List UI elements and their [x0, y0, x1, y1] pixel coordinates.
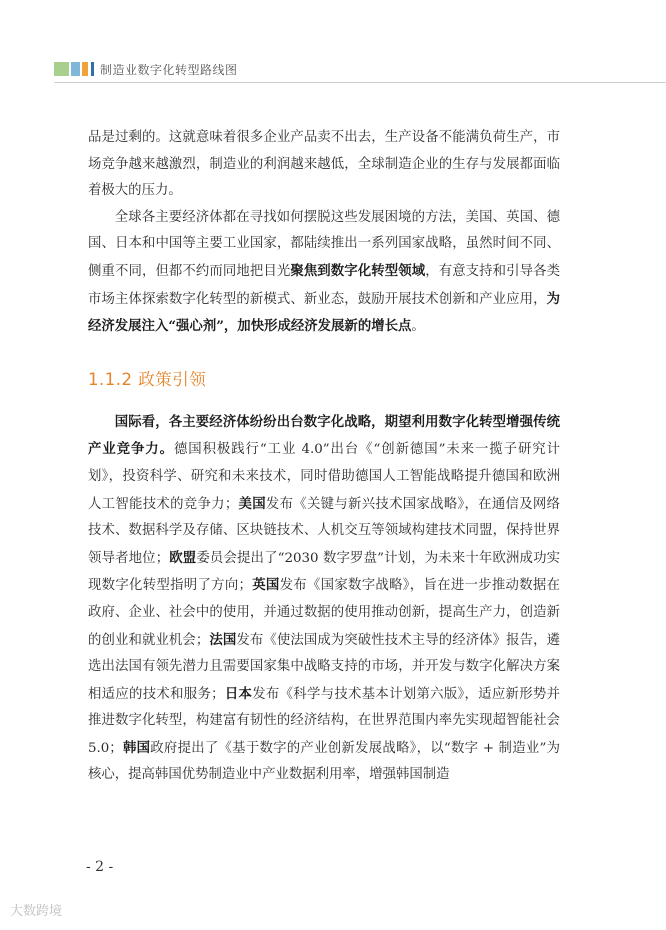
text-run: 全球各主要经济体都在寻找如何摆脱这些发展困境的方法，美国、英国、德国、日本和中国等主要工业国家，都陆续推出一系列国家战略，虽然时间不同、侧重不同，但都不约而同地把目光: [88, 209, 560, 279]
header-decor-block: [91, 62, 94, 76]
paragraph-3: [88, 409, 560, 789]
page-number: - 2 -: [86, 859, 114, 875]
text-run: 政府提出了《基于数字的产业创新发展战略》，以“数字 + 制造业”为核心，提高韩国优势制造业中产业数据利用率，增强韩国制造: [88, 740, 561, 783]
bold-run: 日本: [224, 685, 253, 702]
text-run: 。: [411, 319, 425, 335]
header-decor-block: [82, 62, 88, 76]
bold-run: 为经济发展注入“强心剂”，加快形成经济发展新的增长点: [88, 290, 560, 335]
bold-run: 聚焦到数字化转型领域: [290, 262, 426, 279]
bold-run: 英国: [251, 577, 280, 594]
bold-run: 法国: [209, 631, 237, 648]
running-header: [54, 59, 238, 79]
header-decor-block: [71, 62, 80, 76]
text-run: 发布《关键与新兴技术国家战略》，在通信及网络技术、数据科学及存储、区块链技术、人机交互等领域构建技术同盟，保持世界领导者地位；: [88, 496, 561, 566]
header-divider: [54, 82, 666, 83]
text-run: 发布《科学与技术基本计划第六版》，适应新形势并推进数字化转型，构建富有韧性的经济结构，在世界范围内率先实现超智能社会 5.0；: [88, 686, 560, 756]
watermark: 大数跨境: [10, 904, 63, 919]
bold-run: 欧盟: [169, 549, 197, 566]
paragraph-1: 品是过剩的。这就意味着很多企业产品卖不出去，生产设备不能满负荷生产，市场竞争越来越激烈，制造业的利润越来越低，全球制造企业的生存与发展都面临着极大的压力。: [88, 130, 560, 199]
text-run: ，有意支持和引导各类市场主体探索数字化转型的新模式、新业态，鼓励开展技术创新和产业应用，: [88, 263, 561, 307]
text-run: 委员会提出了“2030 数字罗盘”计划，为未来十年欧洲成功实现数字化转型指明了方向；: [88, 550, 561, 594]
bold-run: 韩国: [122, 739, 151, 756]
section-heading: 1.1.2 政策引领: [88, 369, 207, 389]
text-run: 发布《国家数字战略》，旨在进一步推动数据在政府、企业、社会中的使用，并通过数据的使用推动创新，提高生产力，创造新的创业和就业机会；: [88, 578, 561, 648]
bold-run: 国际看，各主要经济体纷纷出台数字化战略，期望利用数字化转型增强传统产业竞争力。: [88, 413, 560, 458]
page-body: [88, 125, 560, 789]
text-run: 发布《使法国成为突破性技术主导的经济体》报告，遴选出法国有领先潜力且需要国家集中战略支持的市场，并开发与数字化解决方案相适应的技术和服务；: [88, 632, 561, 702]
paragraph-2: [88, 205, 560, 341]
header-decor-block: [54, 62, 69, 76]
bold-run: 美国: [238, 495, 266, 512]
text-run: 德国积极践行“工业 4.0”出台《“创新德国”未来一揽子研究计划》，投资科学、研究和未来技术，同时借助德国人工智能战略提升德国和欧洲人工智能技术的竞争力；: [88, 442, 561, 512]
header-title: 制造业数字化转型路线图: [100, 62, 238, 77]
